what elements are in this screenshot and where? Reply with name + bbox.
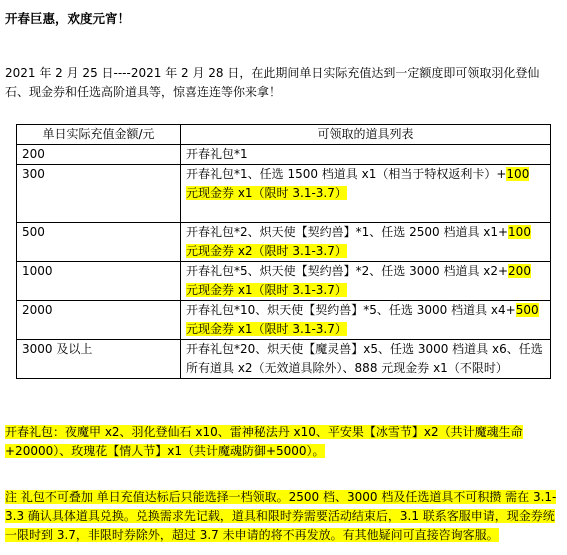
reward-table <box>16 124 551 379</box>
table-row <box>17 262 551 301</box>
row-items <box>181 340 551 379</box>
row-amount: 300 <box>17 165 181 223</box>
gift-pack-note <box>5 423 561 461</box>
row-amount: 500 <box>17 223 181 262</box>
row-items-text: 开春礼包*2、炽天使【契约兽】*1、任选 2500 档道具 x1+ <box>186 225 509 239</box>
header-items: 可领取的道具列表 <box>181 125 551 145</box>
row-items <box>181 145 551 165</box>
notice-text: 注 礼包不可叠加 单日充值达标后只能选择一档领取。2500 档、3000 档及任选道具不可积攒 需在 3.1-3.3 确认具体道具兑换。兑换需求先记载，道具和限时券需要活动结束后，3.1 联系客服申请，现金券统一限时到 3.7，非限时券除外，超过 3.7 未申请的将不再发放。有其他疑问可直接咨询客服。 <box>5 490 557 542</box>
row-items-text: 开春礼包*1 <box>186 147 248 161</box>
row-items-text: 开春礼包*10、炽天使【契约兽】*5、任选 3000 档道具 x4+ <box>186 303 516 317</box>
row-items-highlight: 100 元现金券 x1（限时 3.1-3.7） <box>186 167 530 200</box>
row-items-text: 开春礼包*5、炽天使【契约兽】*2、任选 3000 档道具 x2+ <box>186 264 509 278</box>
row-items <box>181 165 551 223</box>
table-row <box>17 301 551 340</box>
table-row <box>17 165 551 223</box>
row-items <box>181 301 551 340</box>
row-items <box>181 223 551 262</box>
row-items-text: 开春礼包*1、任选 1500 档道具 x1（相当于特权返利卡）+ <box>186 167 507 181</box>
table-header-row <box>17 125 551 145</box>
row-amount: 200 <box>17 145 181 165</box>
table-row <box>17 145 551 165</box>
table-row <box>17 340 551 379</box>
row-items <box>181 262 551 301</box>
notice <box>5 488 561 545</box>
row-amount: 2000 <box>17 301 181 340</box>
table-row <box>17 223 551 262</box>
page-title: 开春巨惠，欢度元宵！ <box>5 11 131 26</box>
gift-pack-text: 开春礼包：夜魔甲 x2、羽化登仙石 x10、雷神秘法丹 x10、平安果【冰雪节】x2（共计魔魂生命+20000）、玫瑰花【情人节】x1（共计魔魂防御+5000）。 <box>5 425 523 458</box>
row-items-highlight: 100 元现金券 x2（限时 3.1-3.7） <box>186 225 531 258</box>
event-intro: 2021 年 2 月 25 日----2021 年 2 月 28 日，在此期间单日实际充值达到一定额度即可领取羽化登仙石、现金券和任选高阶道具等，惊喜连连等你来拿！ <box>5 66 540 99</box>
row-items-text: 开春礼包*20、炽天使【魔灵兽】x5、任选 3000 档道具 x6、任选所有道具 x2（无效道具除外）、888 元现金券 x1（不限时） <box>186 342 543 375</box>
header-amount: 单日实际充值金额/元 <box>17 125 181 145</box>
row-items-highlight: 200 元现金券 x1（限时 3.1-3.7） <box>186 264 531 297</box>
row-amount: 1000 <box>17 262 181 301</box>
row-amount: 3000 及以上 <box>17 340 181 379</box>
row-items-highlight: 500 元现金券 x1（限时 3.1-3.7） <box>186 303 539 336</box>
